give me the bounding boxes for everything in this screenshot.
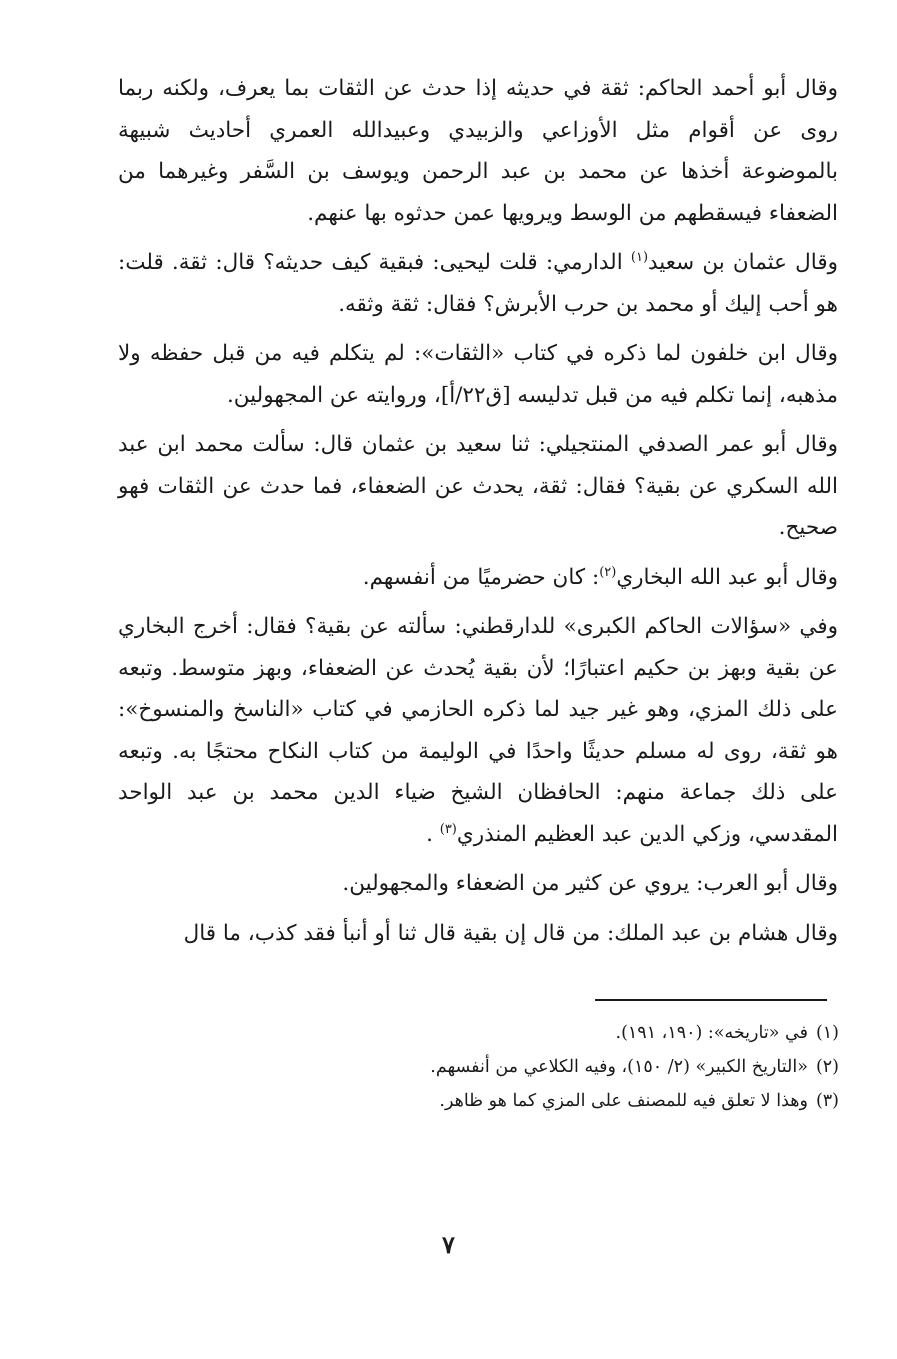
paragraph [118, 557, 838, 599]
footnote [199, 1016, 839, 1050]
main-text-body [118, 68, 838, 962]
footnote-divider [595, 999, 827, 1001]
footnote [199, 1050, 839, 1084]
paragraph: وقال أبو العرب: يروي عن كثير من الضعفاء والمجهولين. [342, 871, 838, 896]
footnote-reference[interactable]: (٢) [599, 564, 617, 580]
footnote-number: (٢) [815, 1057, 839, 1077]
footnotes [199, 1016, 839, 1118]
footnote-text: وهذا لا تعلق فيه للمصنف على المزي كما هو ظاهر. [439, 1091, 808, 1111]
paragraph: وقال أبو أحمد الحاكم: ثقة في حديثه إذا حدث عن الثقات بما يعرف، ولكنه ربما روى عن أقوام مثل الأوزاعي والزبيدي وعبيدالله العمري أحاديث شبيهة بالموضوعة أخذها عن محمد بن عبد الرحمن ويوسف بن السَّفر وغيرهما من الضعفاء فيسقطهم من الوسط ويرويها عمن حدثوه بها عنهم. [118, 76, 838, 226]
paragraph-text: وقال أبو عبد الله البخاري [616, 564, 838, 590]
footnote-number: (١) [815, 1023, 839, 1043]
paragraph: وقال أبو عمر الصدفي المنتجيلي: ثنا سعيد بن عثمان قال: سألت محمد ابن عبد الله السكري عن بقية؟ فقال: ثقة، يحدث عن الضعفاء، فما حدث عن الثقات فهو صحيح. [118, 432, 838, 540]
paragraph-text: وقال عثمان بن سعيد [648, 250, 838, 275]
paragraph [118, 606, 838, 855]
paragraph-text: . [426, 821, 440, 847]
footnote-number: (٣) [815, 1091, 839, 1111]
paragraph: وقال ابن خلفون لما ذكره في كتاب «الثقات»: لم يتكلم فيه من قبل حفظه ولا مذهبه، إنما تكلم فيه من قبل تدليسه [ق٢٢/أ]، وروايته عن المجهولين. [118, 341, 838, 408]
paragraph-text: : كان حضرميًا من أنفسهم. [362, 564, 600, 590]
footnote-text: «التاريخ الكبير» (٢/ ١٥٠)، وفيه الكلاعي من أنفسهم. [430, 1057, 808, 1077]
paragraph: وقال هشام بن عبد الملك: من قال إن بقية قال ثنا أو أنبأ فقد كذب، ما قال [183, 920, 838, 946]
paragraph-text: الدارمي: قلت ليحيى: فبقية كيف حديثه؟ قال: ثقة. قلت: هو أحب إليك أو محمد بن حرب الأبرش؟ فقال: ثقة وثقه. [118, 250, 838, 317]
paragraph-text: وفي «سؤالات الحاكم الكبرى» للدارقطني: سألته عن بقية؟ فقال: أخرج البخاري عن بقية وبهز بن حكيم اعتبارًا؛ لأن بقية يُحدث عن الضعفاء، وبهز متوسط. وتبعه على ذلك المزي، وهو غير جيد لما ذكره الحازمي في كتاب «الناسخ والمنسوخ»: هو ثقة، روى له مسلم حديثًا واحدًا في الوليمة من كتاب النكاح محتجًا به. وتبعه على ذلك جماعة منهم: الحافظان الشيخ ضياء الدين محمد بن عبد الواحد المقدسي، وزكي الدين عبد العظيم المنذري [118, 614, 838, 847]
footnote-text: في «تاريخه»: (١٩٠، ١٩١). [615, 1023, 808, 1043]
footnote-reference[interactable]: (٣) [439, 821, 457, 837]
page-number: ٧ [442, 1230, 455, 1259]
footnote [199, 1084, 839, 1118]
footnote-reference[interactable]: (١) [630, 249, 649, 265]
paragraph [118, 242, 838, 325]
